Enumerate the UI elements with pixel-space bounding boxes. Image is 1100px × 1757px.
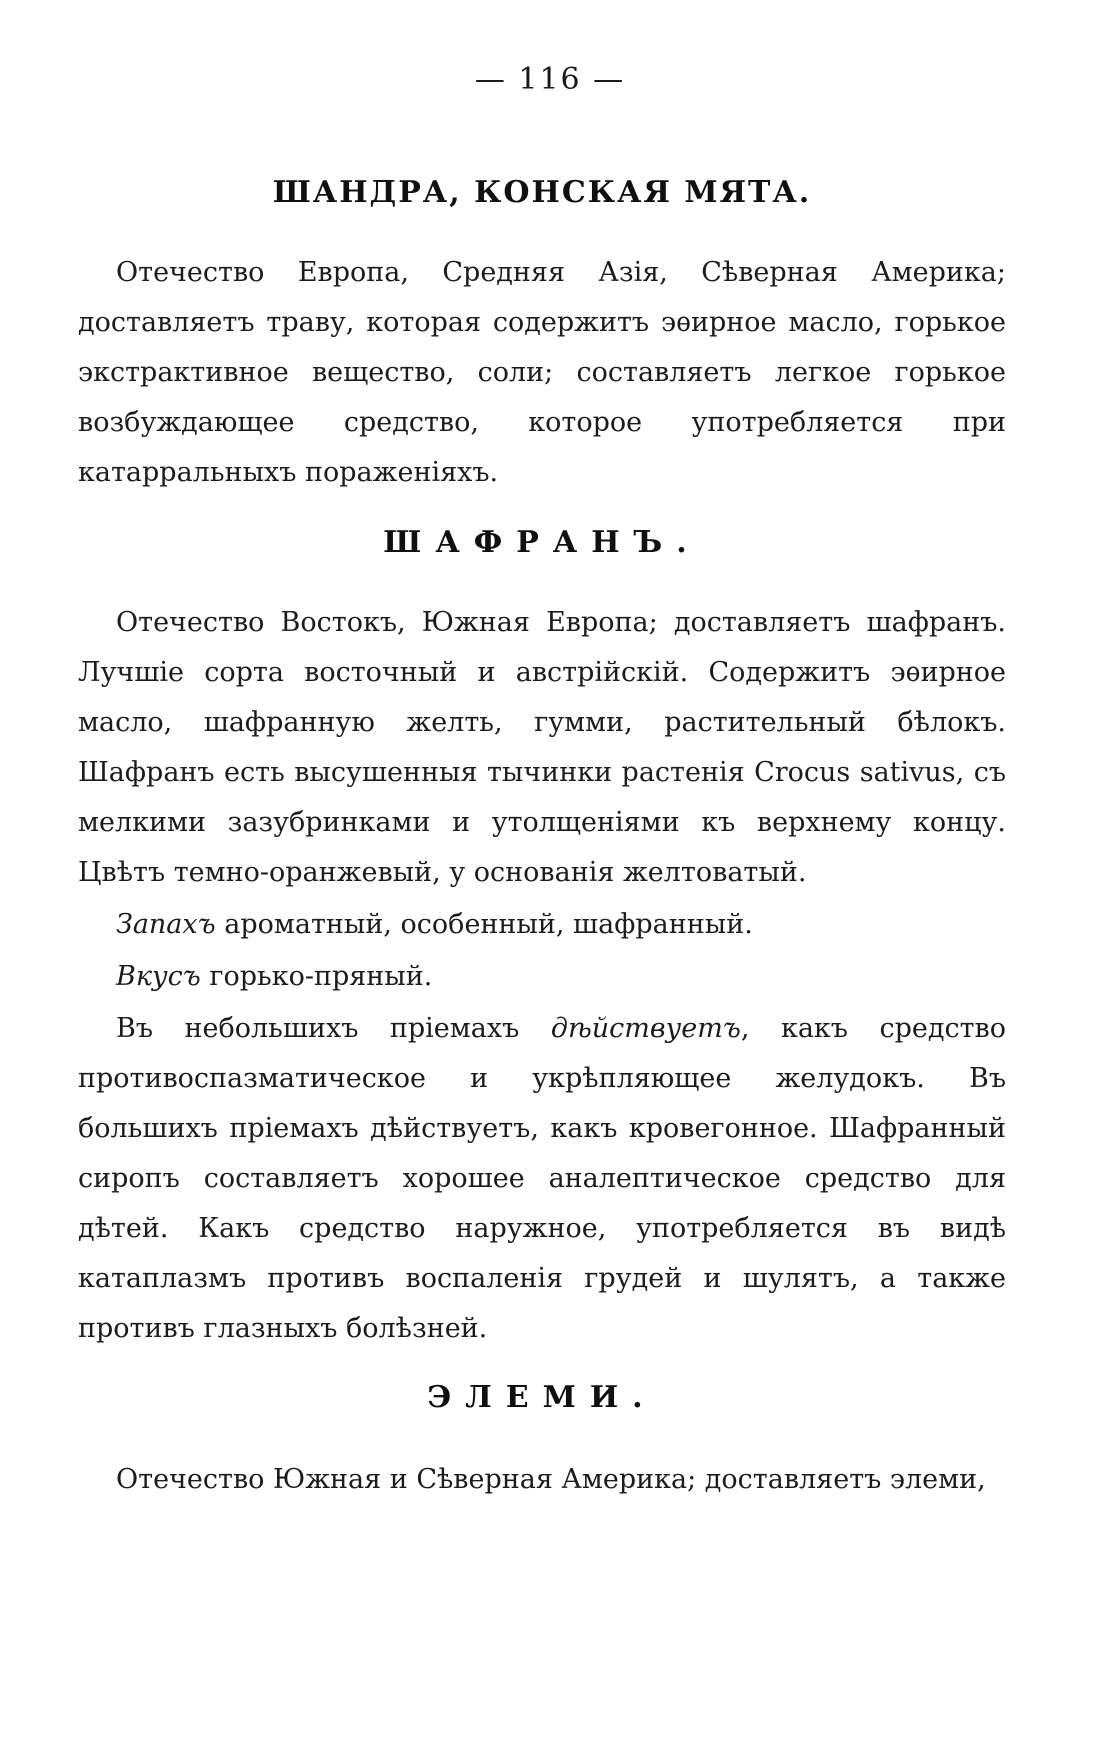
section-elemi xyxy=(78,1380,1006,1505)
section-heading-shandra: ШАНДРА, КОНСКАЯ МЯТА. xyxy=(272,175,812,210)
taste-line xyxy=(78,952,1006,1002)
section-heading-elemi: ЭЛЕМИ. xyxy=(427,1380,657,1415)
section-shandra xyxy=(78,175,1006,498)
action-rest: , какъ средство противоспазматическое и укрѣпляющее желудокъ. Въ большихъ пріемахъ дѣйствуетъ, какъ кровегонное. Шафранный сиропъ составляетъ хорошее аналептическое средство для дѣтей. Какъ средство наружное, употребляется въ видѣ катаплазмъ противъ воспаленія грудей и шулятъ, а также противъ глазныхъ болѣзней. xyxy=(78,1013,1007,1344)
section-paragraph-shafran: Отечество Востокъ, Южная Европа; доставляетъ шафранъ. Лучшіе сорта восточный и австрійскій. Содержитъ эѳирное масло, шафранную желть, гумми, растительный бѣлокъ. Шафранъ есть высушенныя тычинки растенія Crocus sativus, съ мелкими зазубринками и утолщеніями къ верхнему концу. Цвѣтъ темно-оранжевый, у основанія желтоватый. xyxy=(78,607,1006,888)
section-heading-shafran: ШАФРАНЪ. xyxy=(383,525,701,560)
taste-label: Вкусъ xyxy=(116,961,201,992)
smell-line xyxy=(78,900,1006,950)
page-number: — 116 — xyxy=(474,62,626,97)
action-start: Въ небольшихъ пріемахъ xyxy=(116,1013,520,1044)
smell-text: ароматный, особенный, шафранный. xyxy=(224,909,753,940)
smell-label: Запахъ xyxy=(116,909,216,940)
taste-text: горько-пряный. xyxy=(209,961,433,992)
section-shafran xyxy=(78,525,1006,1354)
section-paragraph-shandra: Отечество Европа, Средняя Азія, Сѣверная Америка; доставляетъ траву, которая содержитъ эѳирное масло, горькое экстрактивное вещество, соли; составляетъ легкое горькое возбуждающее средство, которое употребляется при катарральныхъ пораженіяхъ. xyxy=(78,257,1006,488)
section-paragraph-elemi: Отечество Южная и Сѣверная Америка; доставляетъ элеми, xyxy=(116,1464,986,1495)
action-label: дѣйствуетъ xyxy=(550,1013,741,1044)
action-paragraph xyxy=(78,1004,1006,1354)
